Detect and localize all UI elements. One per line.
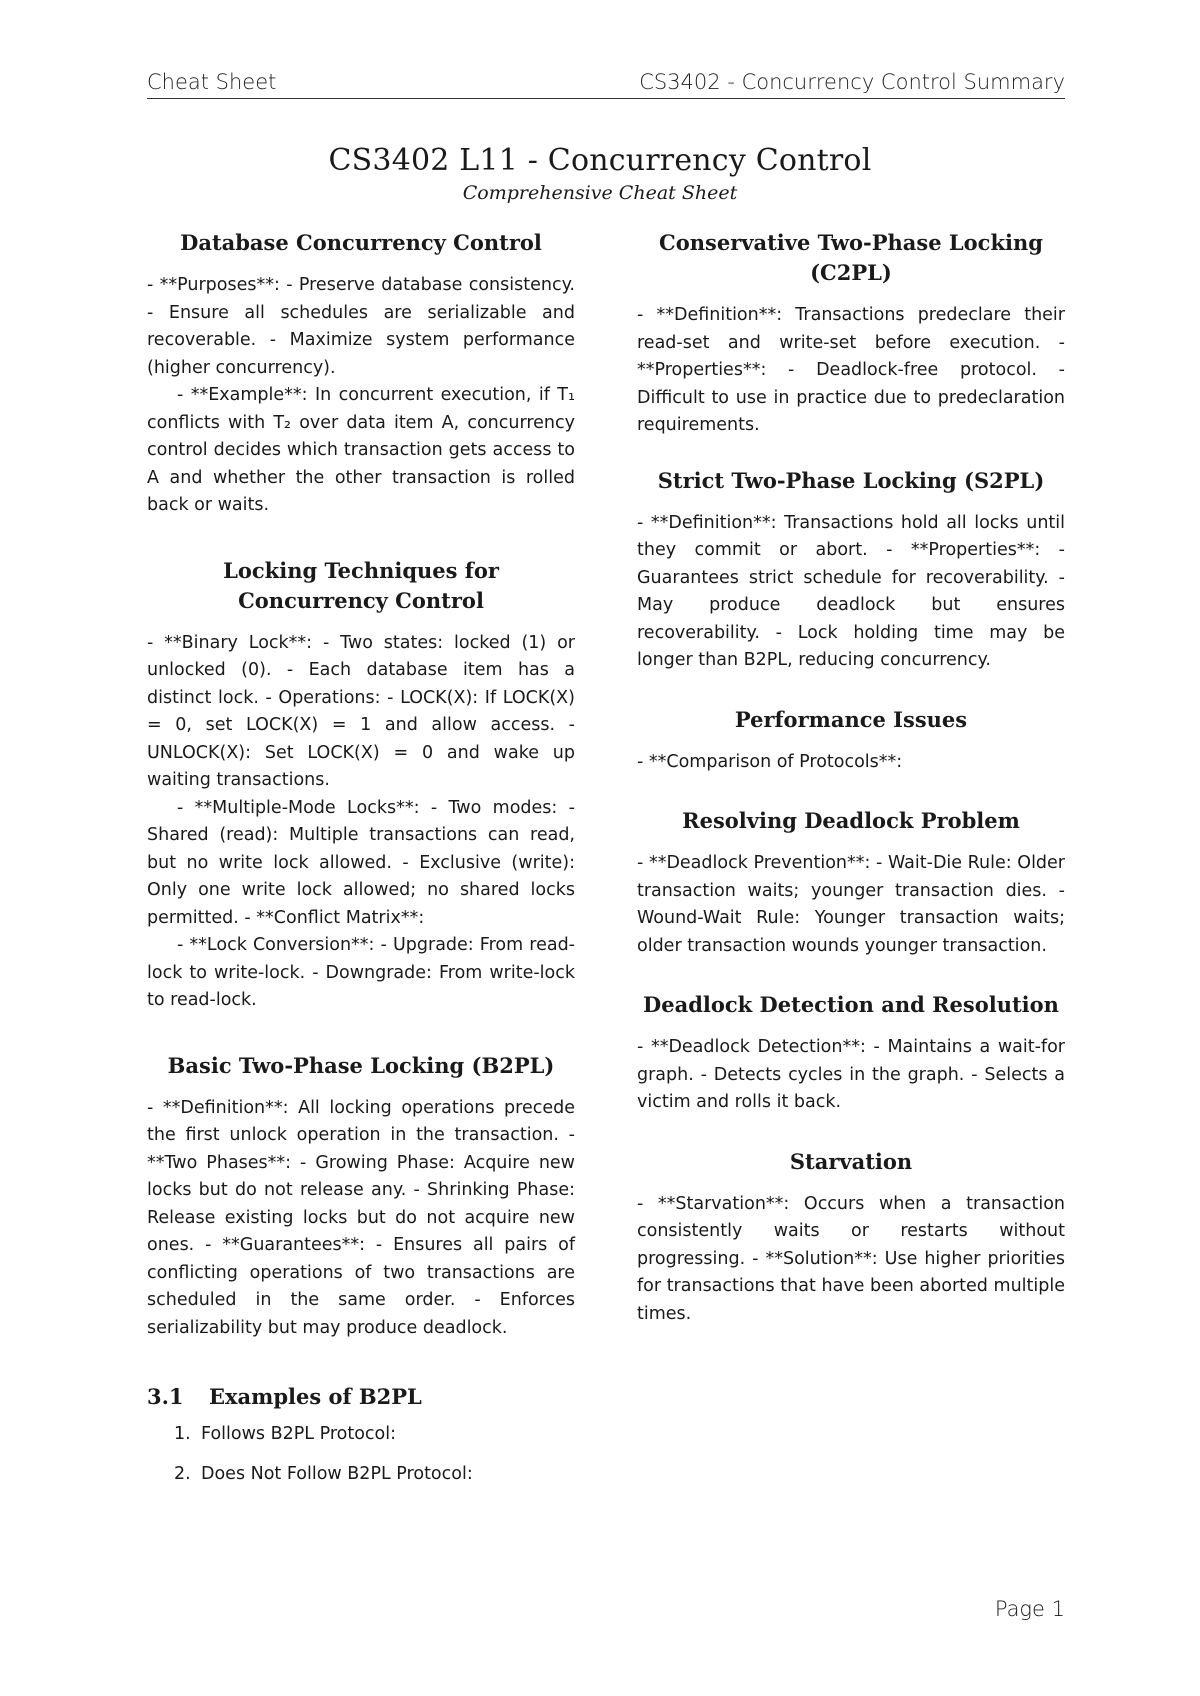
section-paragraph: - **Example**: In concurrent execution, if T₁ conflicts with T₂ over data item A, concurrency control decides which transaction gets access to A and whether the other transaction is rolled back or waits.: [147, 385, 575, 515]
document-subtitle: Comprehensive Cheat Sheet: [462, 182, 738, 204]
section-paragraph: - **Multiple-Mode Locks**: - Two modes: - Shared (read): Multiple transactions can read, but no write lock allowed. - Exclusive (write): Only one write lock allowed; no shared locks permitted. - **Conflict Matrix**:: [147, 797, 575, 928]
section-paragraph: - **Deadlock Prevention**: - Wait-Die Rule: Older transaction waits; younger transaction dies. - Wound-Wait Rule: Younger transaction waits; older transaction wounds younger transaction.: [637, 853, 1065, 956]
section-paragraph: - **Purposes**: - Preserve database consistency. - Ensure all schedules are serializable and recoverable. - Maximize system performance (higher concurrency).: [147, 275, 575, 378]
document-title: CS3402 L11 - Concurrency Control: [328, 143, 872, 178]
list-item: [147, 1464, 575, 1484]
section-paragraph: - **Starvation**: Occurs when a transaction consistently waits or restarts without progressing. - **Solution**: Use higher priorities for transactions that have been aborted multiple times.: [637, 1193, 1065, 1324]
list-item-number: 2.: [174, 1464, 191, 1484]
running-header-left: Cheat Sheet: [147, 70, 277, 94]
left-column: [147, 228, 575, 1504]
section-paragraph: - **Lock Conversion**: - Upgrade: From read-lock to write-lock. - Downgrade: From write-lock to read-lock.: [147, 935, 575, 1010]
subsection-title-examples-b2pl: [147, 1382, 575, 1412]
section-title-starvation: Starvation: [789, 1148, 913, 1174]
section-title-resolving-deadlock: Resolving Deadlock Problem: [682, 808, 1020, 833]
list-item-text: Follows B2PL Protocol:: [201, 1424, 396, 1444]
section-paragraph: - **Definition**: Transactions hold all locks until they commit or abort. - **Properties**: - Guarantees strict schedule for recoverability. - May produce deadlock but ensures recoverability. - Lock holding time may be longer than B2PL, reducing concurrency.: [637, 512, 1065, 670]
page-number: Page 1: [994, 1597, 1065, 1621]
section-title-deadlock-detection: Deadlock Detection and Resolution: [643, 992, 1059, 1017]
section-paragraph: - **Comparison of Protocols**:: [637, 751, 903, 772]
section-title-locking-techniques: Locking Techniques for Concurrency Control: [223, 557, 499, 613]
running-header-right: CS3402 - Concurrency Control Summary: [639, 70, 1065, 94]
section-title-s2pl: Strict Two-Phase Locking (S2PL): [657, 467, 1045, 493]
list-item-number: 1.: [174, 1424, 191, 1444]
subsection-number: 3.1: [147, 1384, 184, 1409]
section-title-database-concurrency-control: Database Concurrency Control: [180, 230, 542, 255]
section-paragraph: - **Definition**: Transactions predeclare their read-set and write-set before execution. - **Properties**: - Deadlock-free protocol. - Difficult to use in practice due to predeclaration requirements.: [637, 305, 1065, 435]
subsection-title-text: Examples of B2PL: [209, 1384, 422, 1409]
right-column: [637, 228, 1065, 1328]
title-block: [0, 143, 1200, 204]
list-item: [147, 1424, 575, 1444]
section-title-b2pl: Basic Two-Phase Locking (B2PL): [167, 1052, 555, 1078]
header-divider: [147, 98, 1065, 99]
section-paragraph: - **Definition**: All locking operations precede the first unlock operation in the transaction. - **Two Phases**: - Growing Phase: Acquire new locks but do not release any. - Shrinking Phase: Release existing locks but do not acquire new ones. - **Guarantees**: - Ensures all pairs of conflicting operations of two transactions are scheduled in the same order. - Enforces serializability but may produce deadlock.: [147, 1097, 575, 1338]
section-title-c2pl: Conservative Two-Phase Locking (C2PL): [659, 230, 1043, 285]
examples-list: [147, 1424, 575, 1484]
section-paragraph: - **Deadlock Detection**: - Maintains a wait-for graph. - Detects cycles in the graph. - Selects a victim and rolls it back.: [637, 1037, 1065, 1112]
section-paragraph: - **Binary Lock**: - Two states: locked (1) or unlocked (0). - Each database item has a distinct lock. - Operations: - LOCK(X): If LOCK(X) = 0, set LOCK(X) = 1 and allow access. - UNLOCK(X): Set LOCK(X) = 0 and wake up waiting transactions.: [147, 632, 575, 790]
list-item-text: Does Not Follow B2PL Protocol:: [201, 1464, 473, 1484]
section-title-performance-issues: Performance Issues: [734, 706, 968, 732]
